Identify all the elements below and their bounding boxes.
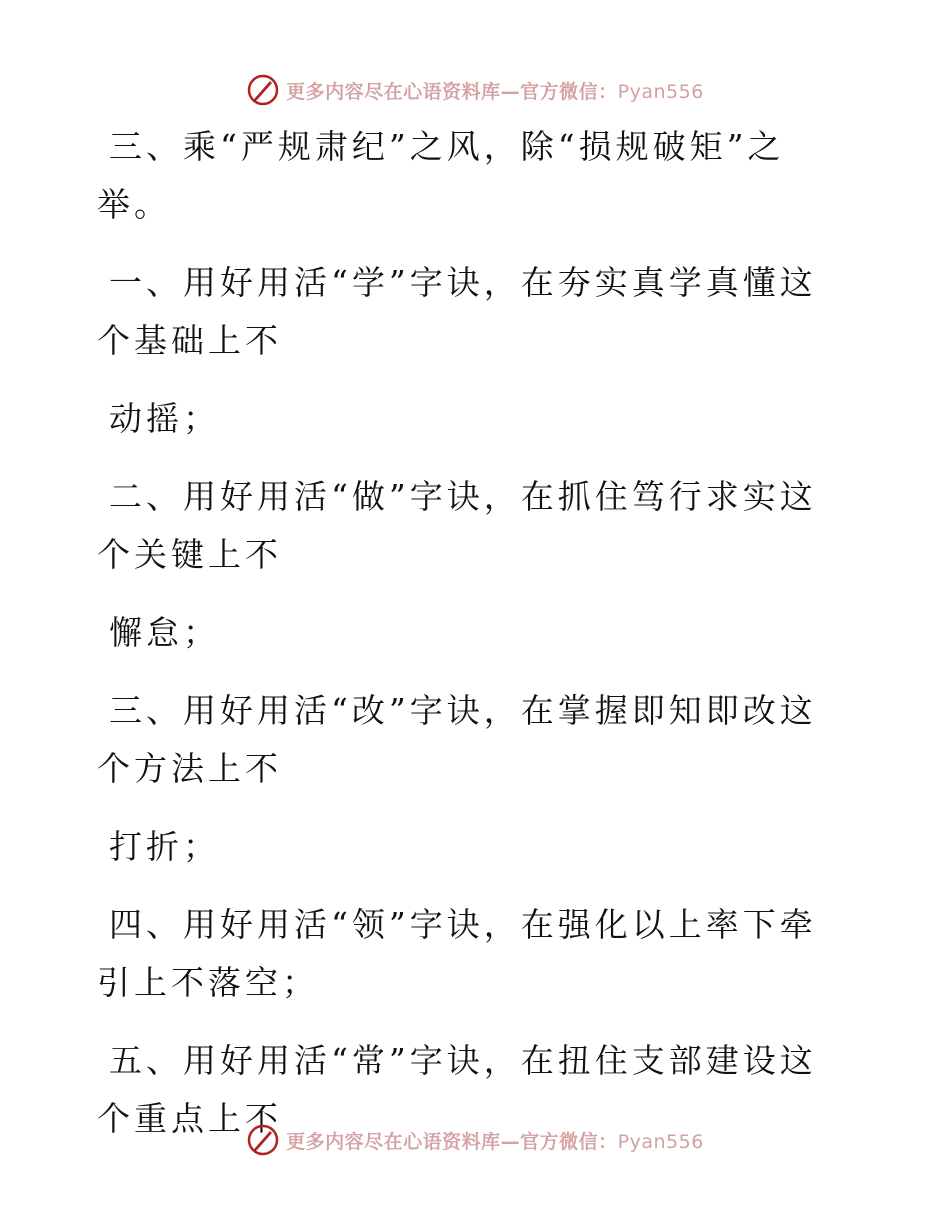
paragraph: 二、用好用活“做”字诀，在抓住笃行求实这个关键上不	[97, 477, 817, 574]
paragraph: 四、用好用活“领”字诀，在强化以上率下牵引上不落空；	[97, 905, 817, 1002]
quill-logo-icon	[246, 73, 280, 107]
quill-logo-icon	[246, 1123, 280, 1157]
watermark-text: 更多内容尽在心语资料库—官方微信：Pyan556	[286, 1130, 704, 1153]
paragraph: 三、乘“严规肃纪”之风，除“损规破矩”之举。	[97, 127, 785, 224]
document-body	[97, 118, 837, 1168]
paragraph: 三、用好用活“改”字诀，在掌握即知即改这个方法上不	[97, 691, 817, 788]
paragraph: 五、用好用活“常”字诀，在扭住支部建设这个重点上不	[97, 1041, 817, 1138]
paragraph: 打折；	[109, 827, 220, 866]
watermark-footer	[0, 1120, 950, 1160]
paragraph: 动摇；	[109, 399, 220, 438]
watermark-header	[0, 70, 950, 110]
paragraph: 一、用好用活“学”字诀，在夯实真学真懂这个基础上不	[97, 263, 817, 360]
paragraph: 懈怠；	[109, 613, 220, 652]
watermark-text: 更多内容尽在心语资料库—官方微信：Pyan556	[286, 80, 704, 103]
